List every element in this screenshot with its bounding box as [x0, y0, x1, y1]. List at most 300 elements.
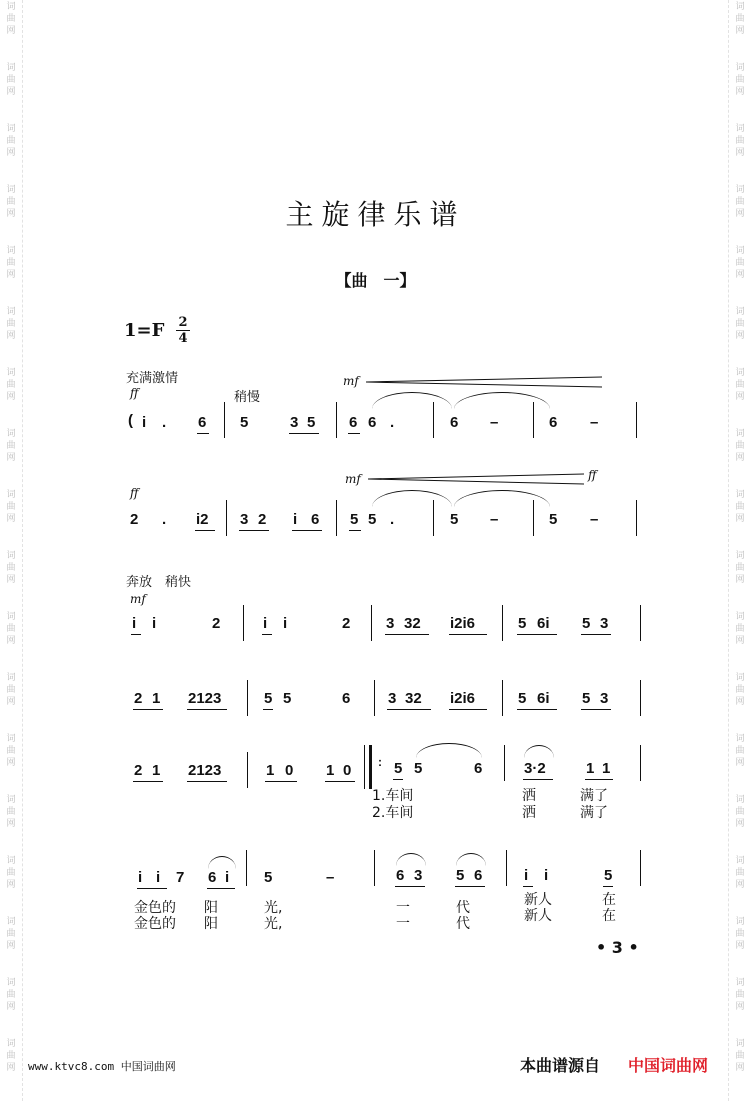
watermark-char: 网 — [6, 1002, 16, 1012]
watermark-char: 网 — [735, 1002, 745, 1012]
watermark-char: 曲 — [735, 929, 745, 939]
watermark-char: 曲 — [735, 258, 745, 268]
note: 6 — [474, 760, 483, 777]
crescendo-hairpin — [368, 472, 588, 486]
note: 5 — [456, 867, 465, 884]
underline — [131, 634, 141, 635]
footer-site-url[interactable]: www.ktvc8.com — [28, 1060, 115, 1073]
watermark-char: 曲 — [735, 197, 745, 207]
repeat-bar-thin — [364, 745, 365, 789]
note-dot: . — [390, 414, 395, 431]
dynamic-mf: mf — [130, 592, 146, 606]
watermark-char: 网 — [6, 26, 16, 36]
watermark-char: 曲 — [6, 1051, 16, 1061]
lyric: 阳 — [204, 916, 218, 932]
watermark-char: 网 — [735, 209, 745, 219]
watermark-char: 词 — [735, 2, 745, 12]
underline — [523, 886, 533, 887]
watermark-char: 曲 — [735, 502, 745, 512]
lyric: 金色的 — [134, 916, 176, 932]
lyric: 新人 — [524, 892, 552, 908]
dynamic-mf: mf — [345, 472, 361, 486]
bar-line — [247, 752, 248, 788]
note: 7 — [176, 869, 185, 886]
note-dash: – — [590, 414, 599, 431]
note-dot: . — [162, 511, 167, 528]
tie — [372, 392, 452, 409]
note: 2 — [134, 762, 143, 779]
dynamic-ff-end: ff — [588, 468, 597, 482]
bar-line — [533, 402, 534, 438]
lyric: 一 — [396, 916, 410, 932]
watermark-char: 词 — [735, 185, 745, 195]
watermark-char: 网 — [735, 941, 745, 951]
bar-line — [336, 402, 337, 438]
watermark-char: 词 — [6, 795, 16, 805]
watermark-char: 词 — [735, 795, 745, 805]
underline — [517, 634, 557, 635]
bar-line — [371, 605, 372, 641]
lyric: 光, — [264, 916, 283, 932]
underline — [325, 781, 355, 782]
underline — [581, 634, 611, 635]
watermark-char: 曲 — [6, 868, 16, 878]
watermark-char: 词 — [735, 856, 745, 866]
bar-line — [506, 850, 507, 886]
note: ( — [128, 412, 133, 429]
footer-site-name: 中国词曲网 — [120, 1060, 176, 1073]
note-dot: . — [390, 511, 395, 528]
note: 1 — [152, 690, 161, 707]
watermark-char: 词 — [6, 734, 16, 744]
crescendo-hairpin — [366, 375, 606, 389]
watermark-char: 网 — [735, 697, 745, 707]
left-guide-line — [22, 0, 23, 1101]
watermark-char: 网 — [6, 819, 16, 829]
note: 32 — [404, 615, 421, 632]
lyric: 代 — [456, 916, 470, 932]
lyric: 洒 — [522, 805, 536, 821]
note: 6 — [311, 511, 320, 528]
watermark-char: 网 — [6, 758, 16, 768]
lyric: 洒 — [522, 788, 536, 804]
watermark-char: 词 — [6, 63, 16, 73]
tie — [372, 490, 452, 507]
watermark-char: 词 — [735, 429, 745, 439]
watermark-char: 曲 — [735, 319, 745, 329]
bar-line — [640, 680, 641, 716]
note: 5 — [264, 869, 273, 886]
lyric: 代 — [456, 900, 470, 916]
watermark-char: 词 — [735, 612, 745, 622]
underline — [387, 709, 431, 710]
note: 1 — [152, 762, 161, 779]
note: i — [524, 867, 529, 884]
footer-brand[interactable]: 中国词曲网 — [628, 1056, 709, 1075]
underline — [348, 433, 360, 434]
watermark-char: 曲 — [6, 136, 16, 146]
note: 6 — [342, 690, 351, 707]
note: 3 — [388, 690, 397, 707]
note: 5 — [394, 760, 403, 777]
tie — [416, 743, 482, 758]
watermark-char: 曲 — [735, 563, 745, 573]
underline — [133, 709, 163, 710]
key-signature: 1=F — [124, 320, 165, 341]
lyric: 在 — [602, 892, 616, 908]
note: i — [156, 869, 161, 886]
watermark-char: 网 — [6, 270, 16, 280]
note: i — [544, 867, 549, 884]
watermark-char: 网 — [6, 453, 16, 463]
watermark-char: 网 — [735, 453, 745, 463]
watermark-char: 曲 — [735, 75, 745, 85]
underline — [455, 886, 485, 887]
note: 6 — [368, 414, 377, 431]
note: 6 — [450, 414, 459, 431]
watermark-char: 网 — [735, 1063, 745, 1073]
note: 5 — [450, 511, 459, 528]
underline — [393, 779, 403, 780]
watermark-char: 词 — [6, 368, 16, 378]
watermark-char: 网 — [6, 880, 16, 890]
watermark-char: 网 — [735, 514, 745, 524]
bar-line — [247, 680, 248, 716]
note: 2 — [258, 511, 267, 528]
watermark-char: 网 — [735, 880, 745, 890]
note-dash: – — [590, 511, 599, 528]
underline — [265, 781, 297, 782]
note: 6 — [198, 414, 207, 431]
watermark-char: 网 — [6, 697, 16, 707]
watermark-char: 词 — [735, 978, 745, 988]
dynamic-ff: ff — [130, 386, 139, 400]
note: i — [142, 414, 147, 431]
watermark-char: 曲 — [6, 990, 16, 1000]
lyric: 1.车间 — [372, 788, 414, 804]
page-number: • 3 • — [596, 938, 639, 957]
watermark-char: 曲 — [735, 685, 745, 695]
watermark-char: 网 — [6, 636, 16, 646]
repeat-dots: : — [378, 755, 382, 769]
slur — [208, 856, 236, 869]
time-bottom: 4 — [176, 330, 190, 346]
lyric: 一 — [396, 900, 410, 916]
note: i2 — [196, 511, 209, 528]
bar-line — [640, 850, 641, 886]
left-watermark-column — [4, 0, 18, 1101]
watermark-char: 词 — [6, 429, 16, 439]
bar-line — [640, 745, 641, 781]
footer-source-label: 本曲谱源自 — [520, 1056, 601, 1075]
note-dash: – — [326, 869, 335, 886]
lyric: 2.车间 — [372, 805, 414, 821]
watermark-char: 曲 — [6, 258, 16, 268]
watermark-char: 词 — [735, 917, 745, 927]
note: 2 — [342, 615, 351, 632]
lyric: 阳 — [204, 900, 218, 916]
note: 5 — [549, 511, 558, 528]
note: 6i — [537, 690, 550, 707]
watermark-char: 词 — [735, 1039, 745, 1049]
watermark-char: 网 — [735, 819, 745, 829]
expression-mark: 奔放 稍快 — [126, 575, 192, 590]
watermark-char: 曲 — [6, 502, 16, 512]
lyric: 新人 — [524, 908, 552, 924]
note: 2 — [212, 615, 221, 632]
lyric: 满了 — [580, 805, 608, 821]
repeat-bar-thick — [369, 745, 372, 789]
watermark-char: 曲 — [6, 319, 16, 329]
watermark-char: 词 — [735, 551, 745, 561]
dynamic-ff: ff — [130, 486, 139, 500]
watermark-char: 词 — [735, 124, 745, 134]
watermark-char: 曲 — [735, 441, 745, 451]
underline — [585, 779, 613, 780]
note: 6 — [474, 867, 483, 884]
note: 5 — [414, 760, 423, 777]
note: 5 — [518, 690, 527, 707]
underline — [137, 888, 167, 889]
underline — [603, 886, 613, 887]
underline — [523, 779, 553, 780]
watermark-char: 词 — [6, 124, 16, 134]
lyric: 光, — [264, 900, 283, 916]
time-top: 2 — [178, 315, 188, 330]
watermark-char: 词 — [6, 917, 16, 927]
note-dash: – — [490, 511, 499, 528]
note: i — [152, 615, 157, 632]
watermark-char: 词 — [735, 307, 745, 317]
watermark-char: 曲 — [6, 14, 16, 24]
bar-line — [636, 402, 637, 438]
watermark-char: 网 — [6, 514, 16, 524]
watermark-char: 网 — [6, 575, 16, 585]
bar-line — [243, 605, 244, 641]
watermark-char: 曲 — [6, 624, 16, 634]
note: i — [283, 615, 288, 632]
watermark-char: 网 — [735, 392, 745, 402]
note: 5 — [368, 511, 377, 528]
watermark-char: 词 — [6, 551, 16, 561]
underline — [262, 634, 272, 635]
note: i — [138, 869, 143, 886]
bar-line — [224, 402, 225, 438]
note: i — [225, 869, 230, 886]
note: 6 — [549, 414, 558, 431]
note: 5 — [582, 690, 591, 707]
note: 1 — [586, 760, 595, 777]
watermark-char: 网 — [735, 636, 745, 646]
dynamic-mf: mf — [343, 374, 359, 388]
note: 1 — [326, 762, 335, 779]
watermark-char: 词 — [6, 612, 16, 622]
watermark-char: 曲 — [735, 990, 745, 1000]
note: 6i — [537, 615, 550, 632]
watermark-char: 曲 — [6, 685, 16, 695]
note: 3 — [600, 615, 609, 632]
watermark-char: 曲 — [735, 380, 745, 390]
watermark-char: 曲 — [735, 868, 745, 878]
note: 3·2 — [524, 760, 546, 777]
watermark-char: 词 — [735, 63, 745, 73]
right-guide-line — [728, 0, 729, 1101]
bar-line — [374, 850, 375, 886]
note: 2123 — [188, 762, 222, 779]
watermark-char: 词 — [6, 185, 16, 195]
underline — [395, 886, 425, 887]
watermark-char: 网 — [735, 148, 745, 158]
tempo-mark: 稍慢 — [234, 390, 261, 405]
watermark-char: 网 — [6, 1063, 16, 1073]
watermark-char: 网 — [6, 941, 16, 951]
watermark-char: 曲 — [6, 380, 16, 390]
underline — [195, 530, 215, 531]
watermark-char: 曲 — [735, 746, 745, 756]
bar-line — [640, 605, 641, 641]
note-dash: – — [490, 414, 499, 431]
watermark-char: 网 — [6, 392, 16, 402]
watermark-char: 曲 — [6, 746, 16, 756]
slur — [456, 853, 486, 866]
bar-line — [246, 850, 247, 886]
watermark-char: 曲 — [6, 563, 16, 573]
underline — [263, 709, 273, 710]
underline — [197, 433, 209, 434]
underline — [349, 530, 361, 531]
note: i — [263, 615, 268, 632]
note: 2123 — [188, 690, 222, 707]
expression-mark: 充满激情 — [126, 371, 179, 386]
underline — [133, 781, 163, 782]
right-watermark-column — [733, 0, 747, 1101]
underline — [289, 433, 319, 434]
underline — [385, 634, 429, 635]
watermark-char: 曲 — [735, 1051, 745, 1061]
watermark-char: 曲 — [735, 807, 745, 817]
footer-site — [28, 1058, 176, 1074]
watermark-char: 词 — [6, 307, 16, 317]
underline — [449, 709, 487, 710]
watermark-char: 网 — [735, 331, 745, 341]
watermark-char: 曲 — [6, 197, 16, 207]
underline — [239, 530, 269, 531]
note: 5 — [604, 867, 613, 884]
note: 5 — [240, 414, 249, 431]
note: i2i6 — [450, 615, 476, 632]
underline — [449, 634, 487, 635]
bar-line — [636, 500, 637, 536]
bar-line — [433, 402, 434, 438]
note: 1 — [266, 762, 275, 779]
bar-line — [502, 605, 503, 641]
note: 0 — [343, 762, 352, 779]
tie — [454, 490, 550, 507]
watermark-char: 曲 — [735, 136, 745, 146]
underline — [187, 709, 227, 710]
section-subtitle: 【曲 一】 — [335, 271, 416, 290]
note: 6 — [349, 414, 358, 431]
watermark-char: 词 — [6, 673, 16, 683]
bar-line — [502, 680, 503, 716]
bar-line — [374, 680, 375, 716]
time-signature — [176, 315, 190, 346]
note: 5 — [283, 690, 292, 707]
note: 6 — [208, 869, 217, 886]
underline — [292, 530, 322, 531]
bar-line — [504, 745, 505, 781]
note: 3 — [414, 867, 423, 884]
tie — [454, 392, 550, 409]
note: 3 — [290, 414, 299, 431]
watermark-char: 曲 — [6, 807, 16, 817]
bar-line — [226, 500, 227, 536]
watermark-char: 曲 — [6, 441, 16, 451]
watermark-char: 网 — [6, 87, 16, 97]
note: i2i6 — [450, 690, 476, 707]
lyric: 在 — [602, 908, 616, 924]
note: 5 — [582, 615, 591, 632]
note: 1 — [602, 760, 611, 777]
watermark-char: 词 — [6, 856, 16, 866]
note: 6 — [396, 867, 405, 884]
watermark-char: 网 — [735, 575, 745, 585]
note: 0 — [285, 762, 294, 779]
watermark-char: 曲 — [735, 624, 745, 634]
watermark-char: 曲 — [6, 929, 16, 939]
page-title: 主旋律乐谱 — [285, 198, 466, 231]
note: 3 — [386, 615, 395, 632]
watermark-char: 词 — [735, 490, 745, 500]
slur — [524, 745, 554, 758]
note: 5 — [350, 511, 359, 528]
watermark-char: 网 — [735, 270, 745, 280]
note: 3 — [600, 690, 609, 707]
note: i — [293, 511, 298, 528]
underline — [207, 888, 235, 889]
lyric: 金色的 — [134, 900, 176, 916]
slur — [396, 853, 426, 866]
watermark-char: 词 — [6, 2, 16, 12]
watermark-char: 曲 — [6, 75, 16, 85]
note: 5 — [264, 690, 273, 707]
watermark-char: 网 — [6, 209, 16, 219]
note: 5 — [518, 615, 527, 632]
underline — [581, 709, 611, 710]
note: i — [132, 615, 137, 632]
watermark-char: 词 — [6, 490, 16, 500]
note: 5 — [307, 414, 316, 431]
note: 3 — [240, 511, 249, 528]
lyric: 满了 — [580, 788, 608, 804]
watermark-char: 网 — [6, 148, 16, 158]
watermark-char: 词 — [735, 673, 745, 683]
watermark-char: 词 — [735, 246, 745, 256]
watermark-char: 网 — [735, 26, 745, 36]
underline — [517, 709, 557, 710]
note: 32 — [405, 690, 422, 707]
note: 2 — [134, 690, 143, 707]
watermark-char: 词 — [735, 368, 745, 378]
watermark-char: 词 — [735, 734, 745, 744]
bar-line — [433, 500, 434, 536]
underline — [187, 781, 227, 782]
watermark-char: 词 — [6, 978, 16, 988]
watermark-char: 曲 — [735, 14, 745, 24]
note: 2 — [130, 511, 139, 528]
bar-line — [533, 500, 534, 536]
watermark-char: 网 — [6, 331, 16, 341]
